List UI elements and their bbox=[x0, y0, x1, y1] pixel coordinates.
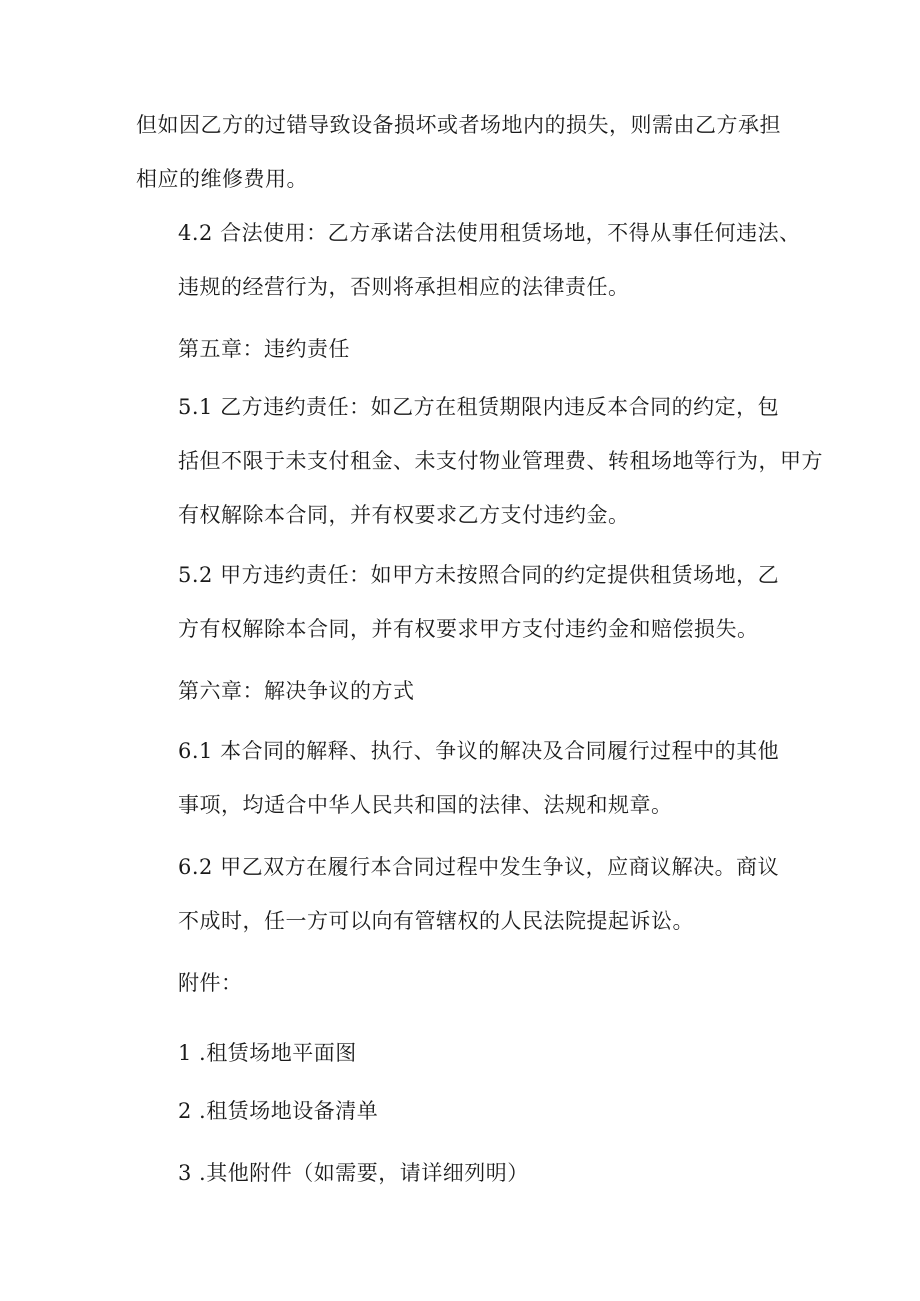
text-line: 有权解除本合同，并有权要求乙方支付违约金。 bbox=[178, 503, 630, 527]
paragraph-damage-liability bbox=[136, 98, 796, 206]
clause-6-1-governing-law bbox=[136, 724, 796, 832]
text-line: 相应的维修费用。 bbox=[136, 167, 308, 191]
text-line: 方有权解除本合同，并有权要求甲方支付违约金和赔偿损失。 bbox=[178, 617, 759, 641]
attachment-item-3 bbox=[136, 1146, 796, 1200]
list-item: 1 .租赁场地平面图 bbox=[178, 1041, 357, 1065]
attachment-item-1 bbox=[136, 1026, 796, 1080]
heading-text: 第五章：违约责任 bbox=[178, 337, 350, 361]
attachments-heading bbox=[136, 956, 796, 1010]
text-line: 6.1 本合同的解释、执行、争议的解决及合同履行过程中的其他 bbox=[178, 739, 780, 763]
chapter-5-heading bbox=[136, 322, 796, 376]
list-item: 2 .租赁场地设备清单 bbox=[178, 1099, 379, 1123]
text-line: 5.1 乙方违约责任：如乙方在租赁期限内违反本合同的约定，包 bbox=[178, 395, 780, 419]
heading-text: 附件： bbox=[178, 971, 243, 995]
clause-5-1-party-b-breach bbox=[136, 380, 823, 542]
heading-text: 第六章：解决争议的方式 bbox=[178, 679, 415, 703]
text-line: 6.2 甲乙双方在履行本合同过程中发生争议，应商议解决。商议 bbox=[178, 855, 780, 879]
clause-4-2-legal-use bbox=[136, 206, 801, 314]
chapter-6-heading bbox=[136, 664, 796, 718]
text-line: 但如因乙方的过错导致设备损坏或者场地内的损失，则需由乙方承担 bbox=[136, 113, 781, 137]
text-line: 括但不限于未支付租金、未支付物业管理费、转租场地等行为，甲方 bbox=[178, 449, 823, 473]
clause-5-2-party-a-breach bbox=[136, 548, 796, 656]
text-line: 事项，均适合中华人民共和国的法律、法规和规章。 bbox=[178, 793, 673, 817]
attachment-item-2 bbox=[136, 1084, 796, 1138]
text-line: 违规的经营行为，否则将承担相应的法律责任。 bbox=[178, 275, 630, 299]
text-line: 4.2 合法使用：乙方承诺合法使用租赁场地，不得从事任何违法、 bbox=[178, 221, 801, 245]
text-line: 不成时，任一方可以向有管辖权的人民法院提起诉讼。 bbox=[178, 909, 694, 933]
list-item: 3 .其他附件（如需要，请详细列明） bbox=[178, 1161, 529, 1185]
text-line: 5.2 甲方违约责任：如甲方未按照合同的约定提供租赁场地，乙 bbox=[178, 563, 780, 587]
clause-6-2-dispute-resolution bbox=[136, 840, 796, 948]
